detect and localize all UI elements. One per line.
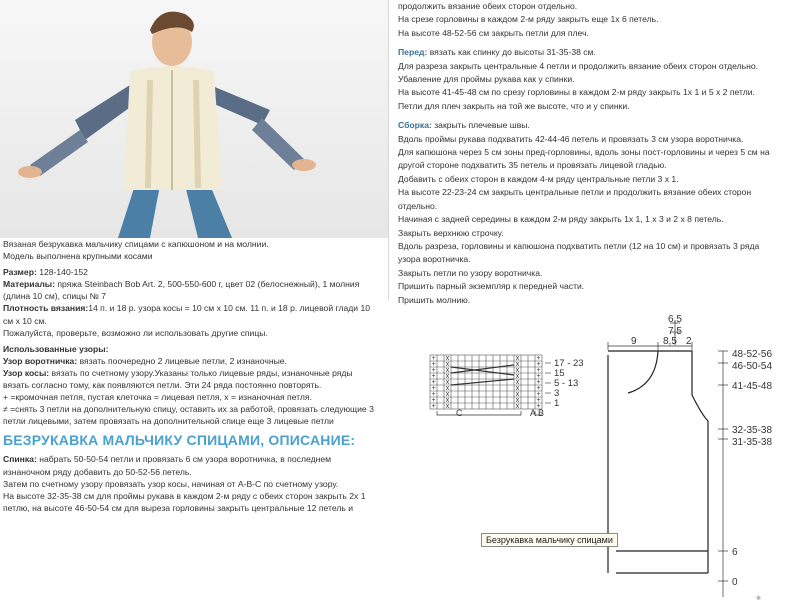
text-line: изнаночном ряду добавить до 50-52-56 петель. [3, 466, 192, 477]
back-value: набрать 50-50-54 петли и провязать 6 см узора воротничка, в последнем [36, 454, 332, 465]
text-line: Для капюшона через 5 см зоны пред-горловины, вдоль зоны пост-горловины и через 5 см на [398, 147, 770, 158]
chart-row-label: 15 [554, 368, 565, 379]
caption: Модель выполнена крупными косами [3, 251, 153, 262]
top-dimension-label: 7,5 [668, 326, 682, 337]
height-label: 46-50-54 [732, 361, 773, 372]
text-line: Затем по счетному узору провязать узор косы, начиная от A-B-C по счетному узору. [3, 478, 339, 489]
svg-text:x: x [445, 397, 450, 404]
text-line: Петли для плеч закрыть на той же высоте, что и у спинки. [398, 100, 630, 111]
text-line: отдельно. [398, 200, 438, 211]
svg-text:x: x [515, 373, 520, 380]
text-line: Вдоль разреза, горловины и капюшона подхватить петли (12 на 10 см) и провязать 3 ряда [398, 240, 760, 251]
svg-text:+: + [536, 367, 541, 374]
text-line: На высоте 22-23-24 см закрыть центральные петли и продолжить вязание обеих сторон [398, 187, 752, 198]
text-line: Добавить с обеих сторон в каждом 4-м ряду центральные петли 3 х 1. [398, 173, 679, 184]
braid-line [3, 367, 408, 379]
text-line: узора воротничка. [398, 254, 471, 265]
legend-line: петли лицевыми, затем провязать на дополнительной спице еще 3 лицевые петли [3, 416, 334, 427]
text-line: Вдоль проймы рукава подхватить 42-44-46 петель и провязать 3 см узора воротничка. [398, 133, 744, 144]
size-label: Размер: [3, 267, 37, 278]
caption: Вязаная безрукавка мальчику спицами с капюшоном и на молнии. [3, 239, 269, 249]
legend-line: + =кромочная петля, пустая клеточка = лицевая петля, x = изнаночная петля. [3, 392, 312, 403]
svg-text:x: x [445, 379, 450, 386]
density-value: 14 п. и 18 р. узора косы = 10 см х 10 см. 11 п. и 18 р. лицевой глади 10 [88, 303, 371, 314]
schematic-svg [420, 305, 800, 601]
text-line: (длина 10 см), спицы № 7 [3, 291, 107, 302]
height-label: 31-35-38 [732, 437, 773, 448]
svg-text:+: + [536, 403, 541, 410]
garment-outline [608, 351, 708, 573]
chart-row-label: 17 - 23 [554, 358, 584, 369]
size-value: 128-140-152 [36, 267, 88, 278]
svg-text:x: x [515, 403, 520, 410]
height-label: 41-45-48 [732, 381, 773, 392]
top-dimension-label: 8,5 [663, 336, 677, 347]
chart-col-label: C [456, 408, 463, 418]
svg-text:+: + [431, 385, 436, 392]
height-label: 6 [732, 547, 738, 558]
text-line: закрыть плечевые швы. [431, 120, 530, 131]
text-line: вязать как спинку до высоты 31-35-38 см. [427, 47, 596, 58]
text-line: На срезе горловины в каждом 2-м ряду закрыть еще 1х 6 петель. [398, 14, 659, 25]
text-line: Убавление для проймы рукава как у спинки. [398, 74, 575, 85]
svg-text:+: + [536, 373, 541, 380]
text-line: Для разреза закрыть центральные 4 петли и продолжить вязание обеих сторон отдельно. [398, 60, 759, 71]
svg-text:x: x [515, 391, 520, 398]
photo-boy-vest [0, 0, 388, 238]
instructions-right [390, 0, 800, 305]
collar-value: вязать поочередно 2 лицевые петли, 2 изнаночные. [77, 355, 287, 366]
chart-col-label: A [530, 408, 537, 418]
svg-text:+: + [536, 385, 541, 392]
svg-text:x: x [445, 391, 450, 398]
assembly-heading: Сборка: [398, 120, 432, 131]
pattern-diagram [420, 305, 800, 601]
size-line [3, 266, 408, 278]
chart-row-label: 1 [554, 398, 560, 409]
svg-text:+: + [431, 379, 436, 386]
text-line: петлю, на высоте 46-50-54 см для выреза горловины закрыть центральные 12 петель и [3, 502, 353, 513]
svg-text:+: + [431, 397, 436, 404]
text-line: вязать согласно тому, как появляются петли. Эти 24 ряда постоянно повторять. [3, 380, 322, 391]
text-line: На высоте 48-52-56 см закрыть петли для плеч. [398, 27, 589, 38]
dimension-lines [608, 320, 728, 597]
height-label: 32-35-38 [732, 425, 773, 436]
svg-text:x: x [445, 367, 450, 374]
svg-text:x: x [445, 403, 450, 410]
back-label: Спинка: [3, 454, 37, 465]
text-line: На высоте 32-35-38 см для проймы рукава в каждом 2-м ряду с обеих сторон закрыть 2х 1 [3, 490, 366, 501]
front-heading: Перед: [398, 47, 428, 58]
patterns-heading: Использованные узоры: [3, 343, 109, 354]
instructions-left [3, 238, 408, 550]
chart-row-label: 5 - 13 [554, 378, 579, 389]
text-line: Пришить парный экземпляр к передней части. [398, 281, 585, 292]
svg-text:+: + [536, 391, 541, 398]
svg-text:+: + [536, 361, 541, 368]
image-tooltip: Безрукавка мальчику спицами [481, 533, 618, 547]
legend-line: ≠ =снять 3 петли на дополнительную спицу, оставить их за работой, провязать следующие 3 [3, 404, 374, 415]
text-line: Закрыть верхнюю строчку. [398, 227, 504, 238]
text-line: Пришить молнию. [398, 294, 471, 305]
svg-text:x: x [515, 397, 520, 404]
materials-value: пряжа Steinbach Bob Art. 2, 500-550-600 г, цвет 02 (белоснежный), 1 молния [55, 279, 360, 290]
photo-illustration [0, 0, 388, 238]
chart-row-label: 3 [554, 388, 560, 399]
chart-col-label: B [538, 408, 545, 418]
section-heading: БЕЗРУКАВКА МАЛЬЧИКУ СПИЦАМИ, ОПИСАНИЕ: [3, 432, 356, 449]
watermark: ✽ [756, 596, 762, 601]
text-line: см х 10 см. [3, 315, 47, 326]
svg-text:+: + [431, 373, 436, 380]
braid-value: вязать по счетному узору.Указаны только лицевые ряды, изнаночные ряды [49, 367, 353, 378]
svg-text:x: x [515, 355, 520, 362]
assembly-paragraph [390, 119, 800, 132]
text-line: другой стороне подхватить 35 петель и провязать лицевой гладью. [398, 160, 667, 171]
braid-label: Узор косы: [3, 367, 50, 378]
text-line: Закрыть петли по узору воротничка. [398, 267, 543, 278]
svg-text:x: x [515, 385, 520, 392]
svg-text:x: x [515, 367, 520, 374]
svg-text:+: + [536, 397, 541, 404]
width-label: 9 [631, 336, 637, 347]
svg-text:x: x [445, 373, 450, 380]
back-line [3, 453, 408, 465]
svg-text:+: + [431, 391, 436, 398]
collar-label: Узор воротничка: [3, 355, 78, 366]
svg-text:+: + [431, 367, 436, 374]
note: Пожалуйста, проверьте, возможно ли использовать другие спицы. [3, 327, 268, 338]
svg-text:x: x [515, 361, 520, 368]
text-line: На высоте 41-45-48 см по срезу горловины в каждом 2-м ряду закрыть 1х 1 и 5 х 2 петли. [398, 87, 755, 98]
density-line [3, 302, 408, 314]
svg-text:+: + [431, 403, 436, 410]
svg-text:+: + [536, 379, 541, 386]
width-label: 2 [686, 336, 692, 347]
svg-text:x: x [445, 361, 450, 368]
height-label: 48-52-56 [732, 349, 773, 360]
text-line: Начиная с задней середины в каждом 2-м ряду закрыть 1х 1, 1 х 3 и 2 х 8 петель. [398, 214, 724, 225]
front-paragraph [390, 46, 800, 59]
svg-text:x: x [445, 385, 450, 392]
svg-text:+: + [431, 361, 436, 368]
svg-text:x: x [445, 355, 450, 362]
materials-label: Материалы: [3, 279, 56, 290]
materials-line [3, 278, 408, 290]
svg-text:+: + [536, 355, 541, 362]
svg-text:x: x [515, 379, 520, 386]
density-label: Плотность вязания: [3, 303, 89, 314]
text-line: продолжить вязание обеих сторон отдельно. [398, 1, 578, 11]
collar-line [3, 355, 408, 367]
svg-text:+: + [431, 355, 436, 362]
height-label: 0 [732, 577, 738, 588]
top-dimension-label: 6,5 [668, 314, 682, 325]
